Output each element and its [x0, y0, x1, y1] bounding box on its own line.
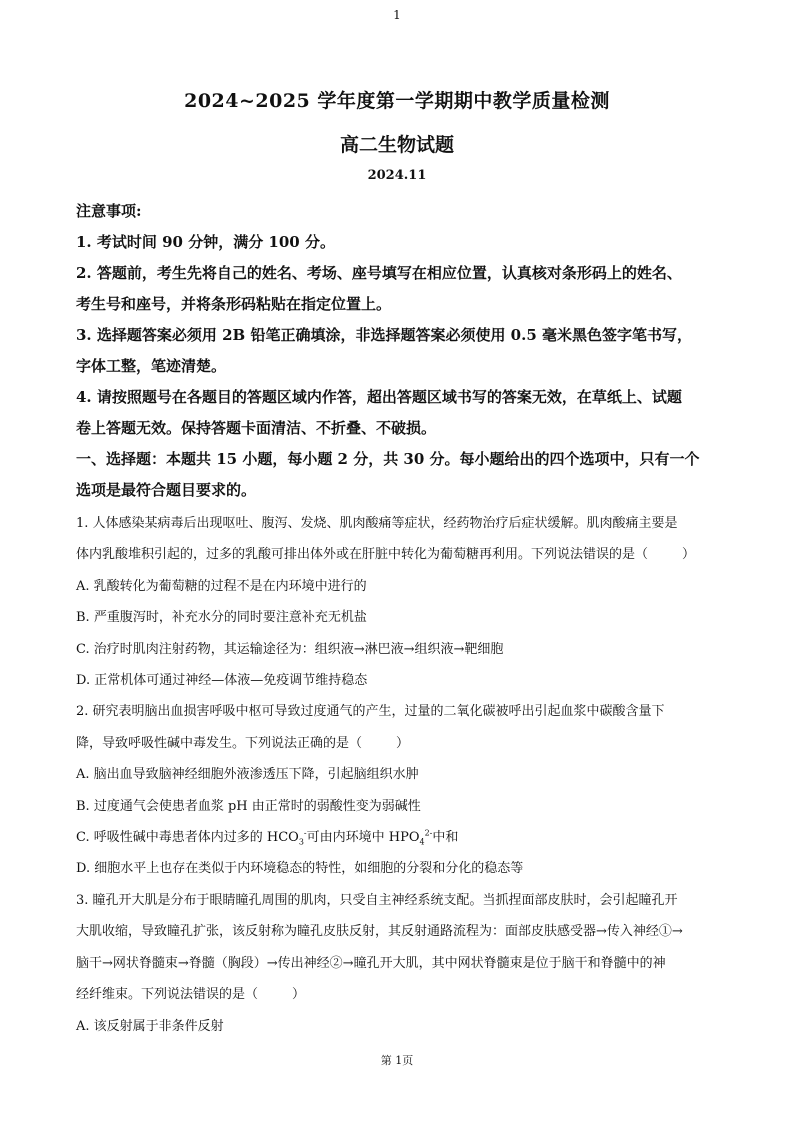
- q3-stem-close: ）: [292, 987, 306, 1003]
- page-number-top: 1: [393, 8, 401, 22]
- q2-option-c-sub: 3: [298, 837, 304, 847]
- q3-stem-line1: 3. 瞳孔开大肌是分布于眼睛瞳孔周围的肌肉，只受自主神经系统支配。当抓捏面部皮肤时，会引起瞳孔开: [76, 892, 678, 908]
- q1-option-d: D. 正常机体可通过神经—体液—免疫调节维持稳态: [76, 673, 368, 689]
- q2-stem-line2: [76, 728, 726, 759]
- q3-stem-line2: 大肌收缩，导致瞳孔扩张，该反射称为瞳孔皮肤反射，其反射通路流程为：面部皮肤感受器→传入神经①→: [76, 924, 683, 940]
- q2-option-c-post: 中和: [432, 830, 459, 846]
- page-footer: 第 1页: [380, 1054, 414, 1067]
- q2-option-c: [76, 822, 726, 853]
- q2-option-a: A. 脑出血导致脑神经细胞外液渗透压下降，引起脑组织水肿: [76, 767, 419, 783]
- q2-stem-text: 降，导致呼吸性碱中毒发生。下列说法正确的是（: [76, 735, 363, 751]
- questions: [76, 508, 726, 1042]
- note-item-3b: 字体工整，笔迹清楚。: [76, 357, 227, 375]
- q2-option-c-sup2: 2-: [424, 828, 433, 838]
- q2-option-c-mid: 可由内环境中 HPO: [306, 830, 420, 846]
- exam-subject-title: 高二生物试题: [339, 134, 454, 156]
- note-item-2b: 考生号和座号，并将条形码粘贴在指定位置上。: [76, 295, 392, 313]
- notes-section: [76, 196, 726, 506]
- q1-option-a: A. 乳酸转化为葡萄糖的过程不是在内环境中进行的: [76, 578, 367, 594]
- section-heading-a: 一、选择题：本题共 15 小题，每小题 2 分，共 30 分。每小题给出的四个选项中，只有一个: [76, 450, 700, 468]
- q1-stem-close: ）: [682, 547, 696, 563]
- exam-title: 2024~2025 学年度第一学期期中教学质量检测: [184, 90, 610, 112]
- q2-option-c-sub2: 4: [419, 837, 425, 847]
- q2-option-c-pre: C. 呼吸性碱中毒患者体内过多的 HCO: [76, 830, 299, 846]
- q3-stem-line3: 脑干→网状脊髓束→脊髓（胸段）→传出神经②→瞳孔开大肌，其中网状脊髓束是位于脑干和脊髓中的神: [76, 955, 666, 971]
- q2-option-c-sup: -: [303, 828, 307, 838]
- section-heading-b: 选项是最符合题目要求的。: [76, 481, 257, 499]
- q2-option-b: B. 过度通气会使患者血浆 pH 由正常时的弱酸性变为弱碱性: [76, 798, 421, 814]
- exam-date: 2024.11: [367, 168, 427, 183]
- q3-option-a: A. 该反射属于非条件反射: [76, 1018, 224, 1034]
- note-item-4a: 4. 请按照题号在各题目的答题区域内作答，超出答题区域书写的答案无效，在草纸上、试题: [76, 388, 682, 406]
- note-item-3a: 3. 选择题答案必须用 2B 铅笔正确填涂，非选择题答案必须使用 0.5 毫米黑色签字笔书写，: [76, 326, 692, 344]
- q2-stem-line1: 2. 研究表明脑出血损害呼吸中枢可导致过度通气的产生，过量的二氧化碳被呼出引起血浆中碳酸含量下: [76, 704, 665, 720]
- q3-stem-line4: [76, 979, 726, 1010]
- note-item-4b: 卷上答题无效。保持答题卡面清洁、不折叠、不破损。: [76, 419, 437, 437]
- q2-option-d: D. 细胞水平上也存在类似于内环境稳态的特性，如细胞的分裂和分化的稳态等: [76, 861, 524, 877]
- q1-option-b: B. 严重腹泻时，补充水分的同时要注意补充无机盐: [76, 610, 367, 626]
- note-item-1: 1. 考试时间 90 分钟，满分 100 分。: [76, 233, 335, 251]
- note-item-2a: 2. 答题前，考生先将自己的姓名、考场、座号填写在相应位置，认真核对条形码上的姓名、: [76, 264, 682, 282]
- q1-stem-line2: [76, 539, 726, 570]
- notes-heading: 注意事项:: [76, 202, 142, 220]
- q2-stem-close: ）: [396, 735, 410, 751]
- q1-option-c: C. 治疗时肌肉注射药物，其运输途径为：组织液→淋巴液→组织液→靶细胞: [76, 641, 504, 657]
- q3-stem-text: 经纤维束。下列说法错误的是（: [76, 987, 259, 1003]
- q1-stem-line1: 1. 人体感染某病毒后出现呕吐、腹泻、发烧、肌肉酸痛等症状，经药物治疗后症状缓解。肌肉酸痛主要是: [76, 516, 678, 531]
- q1-stem-text: 体内乳酸堆积引起的，过多的乳酸可排出体外或在肝脏中转化为葡萄糖再利用。下列说法错误的是（: [76, 547, 649, 563]
